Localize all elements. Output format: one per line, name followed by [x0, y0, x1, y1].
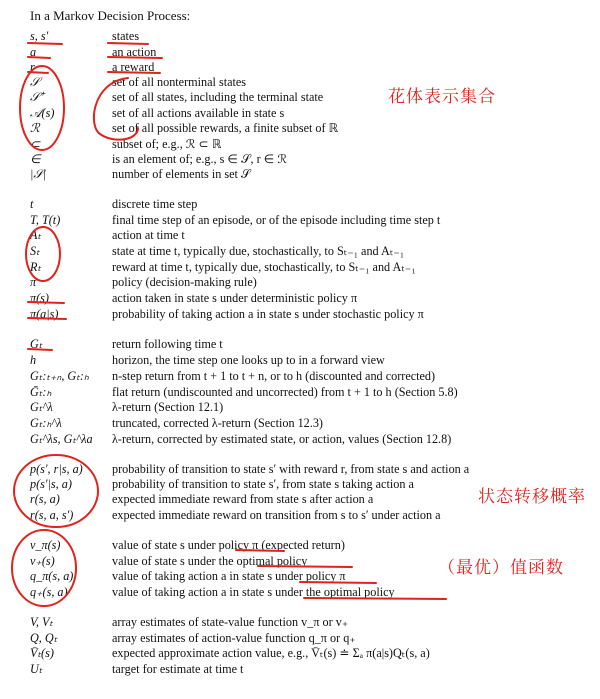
- underline-optimal-q: [304, 598, 446, 599]
- notation-symbol: Uₜ: [30, 662, 43, 676]
- notation-symbol: π(s): [30, 291, 49, 305]
- notation-description: set of all nonterminal states: [112, 75, 247, 89]
- heading: In a Markov Decision Process:: [30, 8, 191, 23]
- circle-time-variables: [26, 227, 60, 281]
- notation-description: λ-return (Section 12.1): [112, 400, 224, 414]
- notation-description: value of taking action a in state s under the optimal policy: [112, 585, 395, 599]
- notation-description: set of all actions available in state s: [112, 106, 285, 120]
- notation-description: an action: [112, 45, 157, 59]
- notation-symbol: π(a|s): [30, 307, 59, 321]
- underline-states-symbol: [28, 43, 62, 44]
- notation-description: is an element of; e.g., s ∈ 𝒮, r ∈ ℛ: [112, 152, 288, 166]
- notation-symbol: V, Vₜ: [30, 615, 54, 629]
- notation-description: λ-return, corrected by estimated state, or action, values (Section 12.8): [112, 432, 452, 446]
- underline-action-symbol: [28, 57, 50, 58]
- notation-description: n-step return from t + 1 to t + n, or to h (discounted and corrected): [112, 369, 436, 383]
- notation-description: flat return (undiscounted and uncorrected) from t + 1 to h (Section 5.8): [112, 385, 458, 399]
- notation-symbol: ⊂: [30, 137, 41, 151]
- notation-symbol: t: [30, 197, 34, 211]
- notation-symbol: q_π(s, a): [30, 569, 74, 583]
- notation-description: return following time t: [112, 337, 223, 351]
- underline-policy-v: [236, 550, 284, 551]
- underline-policy-q: [300, 582, 376, 583]
- notation-description: number of elements in set 𝒮: [112, 167, 251, 181]
- notation-description: value of state s under policy π (expected return): [112, 538, 345, 552]
- notation-description: probability of transition to state s′, from state s taking action a: [112, 477, 414, 491]
- notation-description: action at time t: [112, 228, 185, 242]
- notation-description: expected immediate reward on transition from s to s′ under action a: [112, 508, 441, 522]
- notation-symbol: 𝒜(s): [30, 106, 55, 120]
- notation-symbol: r: [30, 60, 35, 74]
- notation-symbol: s, s′: [30, 29, 49, 43]
- underline-optimal-v: [258, 566, 352, 567]
- notation-symbol: p(s′|s, a): [30, 477, 72, 491]
- notation-symbol: Rₜ: [30, 260, 42, 274]
- notation-description: probability of taking action a in state s under stochastic policy π: [112, 307, 424, 321]
- notation-symbol: a: [30, 45, 37, 59]
- notation-symbol: v₊(s): [30, 554, 55, 568]
- notation-description: a reward: [112, 60, 155, 74]
- notation-description: truncated, corrected λ-return (Section 12.3): [112, 416, 323, 430]
- notation-description: value of taking action a in state s under policy π: [112, 569, 346, 583]
- notation-description: expected approximate action value, e.g., V̄ₜ(s) ≐ Σₐ π(a|s)Qₜ(s, a): [112, 646, 430, 660]
- underline-reward: [108, 72, 160, 73]
- underline-return: [28, 349, 52, 350]
- notation-symbol: Ḡₜ:ₕ: [30, 385, 52, 399]
- circle-set-symbols: [20, 66, 64, 150]
- annotation-sets: 花体表示集合: [388, 87, 496, 107]
- underline-action: [108, 57, 162, 58]
- notation-description: probability of transition to state s′ with reward r, from state s and action a: [112, 462, 470, 476]
- notation-description: array estimates of action-value function q_π or q₊: [112, 631, 356, 645]
- notation-description: expected immediate reward from state s after action a: [112, 492, 374, 506]
- notation-description: reward at time t, typically due, stochastically, to Sₜ₋₁ and Aₜ₋₁: [112, 260, 416, 274]
- notation-symbol: T, T(t): [30, 213, 61, 227]
- notation-description: subset of; e.g., ℛ ⊂ ℝ: [112, 137, 222, 151]
- notation-description: array estimates of state-value function v_π or v₊: [112, 615, 349, 629]
- underline-states: [108, 43, 148, 44]
- notation-symbol: v_π(s): [30, 538, 61, 552]
- circle-value-functions: [12, 530, 76, 606]
- notation-symbol: 𝒮: [30, 75, 40, 89]
- notation-description: set of all possible rewards, a finite subset of ℝ: [112, 121, 339, 135]
- notation-symbol: V̄ₜ(s): [30, 646, 54, 660]
- notation-symbol: 𝒮⁺: [30, 90, 44, 104]
- notation-description: value of state s under the optimal policy: [112, 554, 308, 568]
- notation-description: action taken in state s under deterministic policy π: [112, 291, 358, 305]
- notation-description: horizon, the time step one looks up to in a forward view: [112, 353, 385, 367]
- notation-description: states: [112, 29, 140, 43]
- notation-symbol: Sₜ: [30, 244, 40, 258]
- annotation-value: （最优）值函数: [438, 558, 564, 578]
- notation-description: set of all states, including the terminal state: [112, 90, 324, 104]
- notation-symbol: ∈: [30, 152, 41, 166]
- notation-symbol: |𝒮|: [30, 167, 47, 181]
- notation-description: final time step of an episode, or of the episode including time step t: [112, 213, 441, 227]
- notation-symbol: Gₜ^λ: [30, 400, 53, 414]
- notation-description: policy (decision-making rule): [112, 275, 257, 289]
- notation-symbol: r(s, a, s′): [30, 508, 74, 522]
- notation-symbol: Gₜ:ₜ₊ₙ, Gₜ:ₕ: [30, 369, 89, 383]
- notation-description: target for estimate at time t: [112, 662, 244, 676]
- underline-pi-a-s: [28, 318, 66, 319]
- notation-description: state at time t, typically due, stochastically, to Sₜ₋₁ and Aₜ₋₁: [112, 244, 405, 258]
- circle-set-prefix: [94, 78, 138, 140]
- notation-symbol: π: [30, 275, 37, 289]
- notation-symbol: Gₜ:ₕ^λ: [30, 416, 62, 430]
- notation-symbol: Gₜ: [30, 337, 43, 351]
- notation-description: discrete time step: [112, 197, 198, 211]
- notation-symbol: p(s′, r|s, a): [30, 462, 83, 476]
- circle-transitions: [14, 455, 98, 527]
- notation-symbol: r(s, a): [30, 492, 60, 506]
- underline-pi-s: [28, 302, 64, 303]
- notation-symbol: Aₜ: [30, 228, 42, 242]
- notation-symbol: ℛ: [30, 121, 40, 135]
- notation-symbol: Gₜ^λs, Gₜ^λa: [30, 432, 93, 446]
- notation-symbol: h: [30, 353, 37, 367]
- notation-symbol: q₊(s, a): [30, 585, 68, 599]
- annotation-transition: 状态转移概率: [478, 487, 586, 507]
- notation-symbol: Q, Qₜ: [30, 631, 58, 645]
